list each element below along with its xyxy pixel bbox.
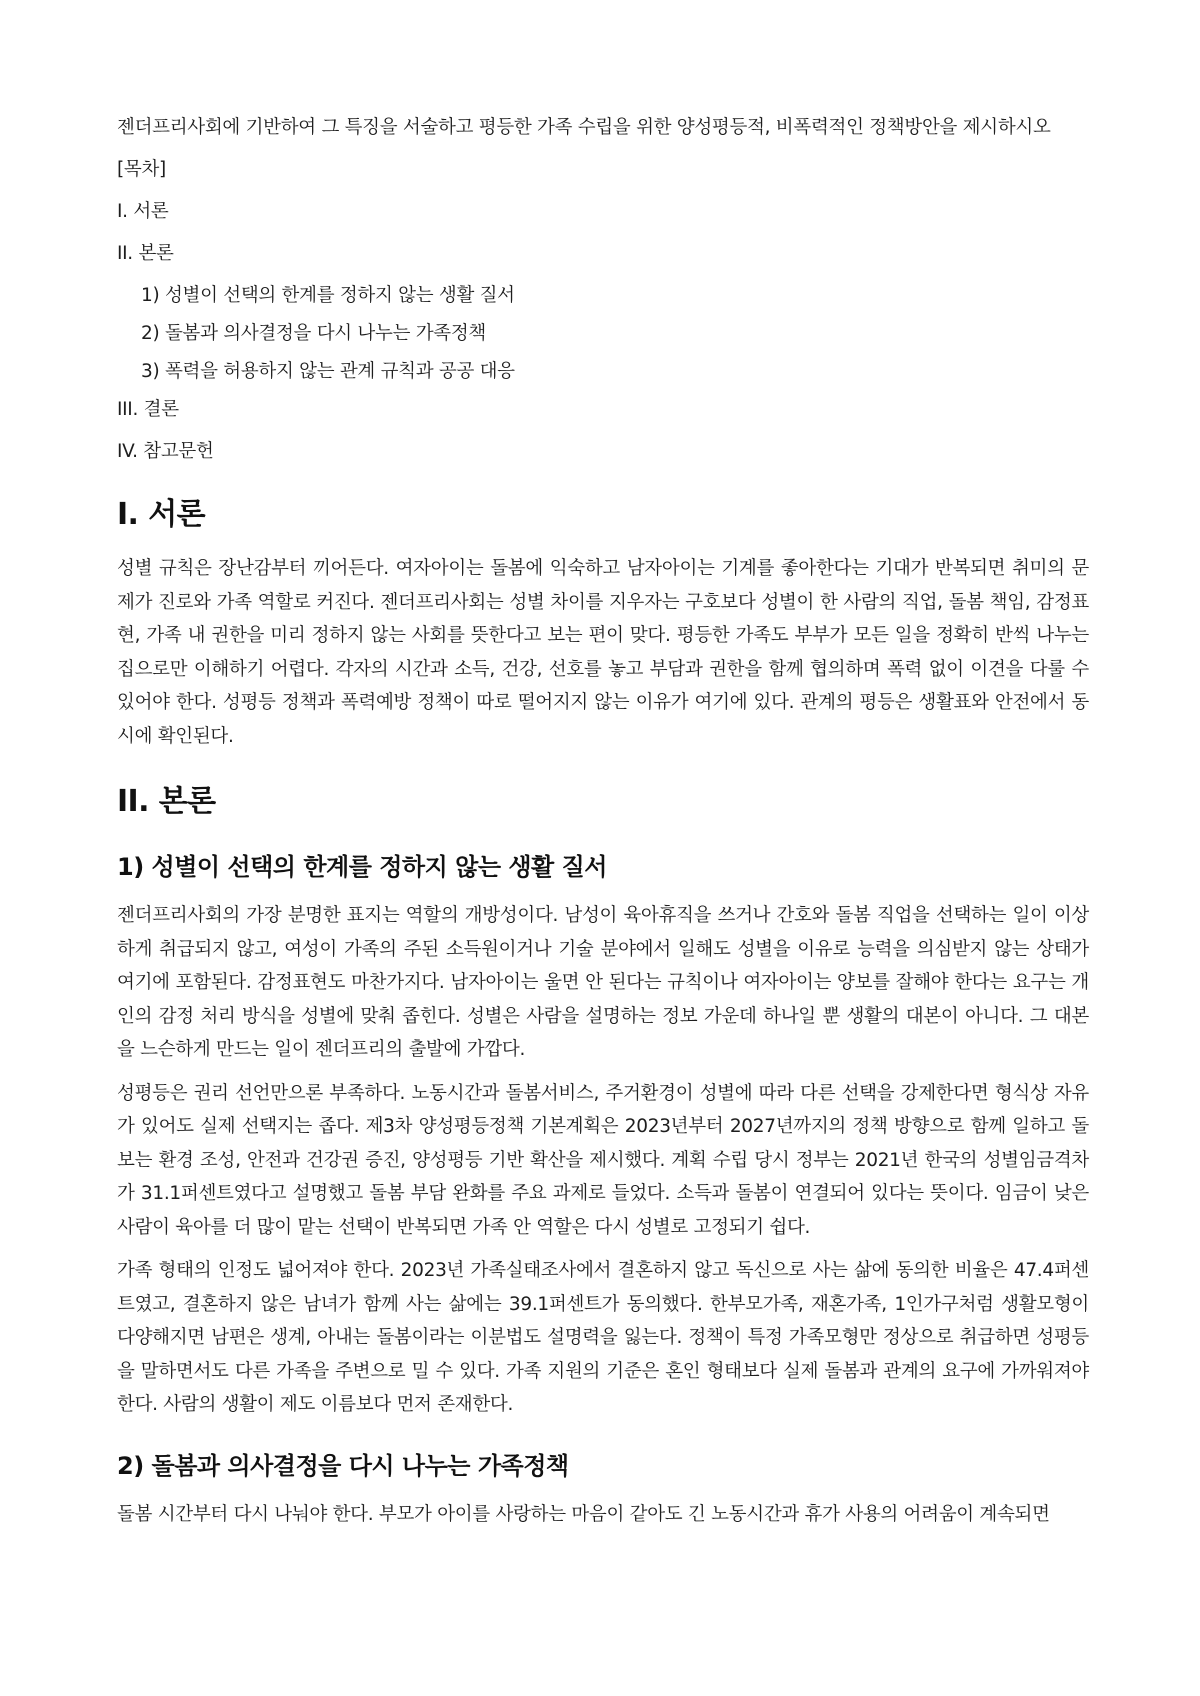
toc-item-conclusion: III. 결론 [117,399,179,420]
toc-item-body: II. 본론 [117,243,174,264]
subsection-title-2: 2) 돌봄과 의사결정을 다시 나누는 가족정책 [117,1451,569,1480]
toc-item-references: IV. 참고문헌 [117,441,214,462]
section-title-intro: I. 서론 [117,497,205,532]
body-paragraph: 돌봄 시간부터 다시 나눠야 한다. 부모가 아이를 사랑하는 마음이 같아도 긴 노동시간과 휴가 사용의 어려움이 계속되면 [117,1503,1050,1525]
assignment-prompt: 젠더프리사회에 기반하여 그 특징을 서술하고 평등한 가족 수립을 위한 양성평등적, 비폭력적인 정책방안을 제시하시오 [117,117,1051,138]
body-paragraph: 성평등은 권리 선언만으론 부족하다. 노동시간과 돌봄서비스, 주거환경이 성별에 따라 다른 선택을 강제한다면 형식상 자유가 있어도 실제 선택지는 좁다. 제3차 양성평등정책 기본계획은 2023년부터 2027년까지의 정책 방향으로 함께 일하고 돌보는 환경 조성, 안전과 건강권 증진, 양성평등 기반 확산을 제시했다. 계획 수립 당시 정부는 2021년 한국의 성별임금격차가 31.1퍼센트였다고 설명했고 돌봄 부담 완화를 주요 과제로 들었다. 소득과 돌봄이 연결되어 있다는 뜻이다. 임금이 낮은 사람이 육아를 더 많이 맡는 선택이 반복되면 가족 안 역할은 다시 성별로 고정되기 쉽다. [117,1082,1089,1238]
table-of-contents [117,198,1089,466]
document-page [117,114,1089,1541]
section-title-body: II. 본론 [117,784,216,819]
body-paragraph: 젠더프리사회의 가장 분명한 표지는 역할의 개방성이다. 남성이 육아휴직을 쓰거나 간호와 돌봄 직업을 선택하는 일이 이상하게 취급되지 않고, 여성이 가족의 주된 소득원이거나 기술 분야에서 일해도 성별을 이유로 능력을 의심받지 않는 상태가 여기에 포함된다. 감정표현도 마찬가지다. 남자아이는 울면 안 된다는 규칙이나 여자아이는 양보를 잘해야 한다는 요구는 개인의 감정 처리 방식을 성별에 맞춰 좁힌다. 성별은 사람을 설명하는 정보 가운데 하나일 뿐 생활의 대본이 아니다. 그 대본을 느슨하게 만드는 일이 젠더프리의 출발에 가깝다. [117,905,1089,1060]
body-paragraph: 가족 형태의 인정도 넓어져야 한다. 2023년 가족실태조사에서 결혼하지 않고 독신으로 사는 삶에 동의한 비율은 47.4퍼센트였고, 결혼하지 않은 남녀가 함께 사는 삶에는 39.1퍼센트가 동의했다. 한부모가족, 재혼가족, 1인가구처럼 생활모형이 다양해지면 남편은 생계, 아내는 돌봄이라는 이분법도 설명력을 잃는다. 정책이 특정 가족모형만 정상으로 취급하면 성평등을 말하면서도 다른 가족을 주변으로 밀 수 있다. 가족 지원의 기준은 혼인 형태보다 실제 돌봄과 관계의 요구에 가까워져야 한다. 사람의 생활이 제도 이름보다 먼저 존재한다. [117,1260,1089,1415]
subsection-title-1: 1) 성별이 선택의 한계를 정하지 않는 생활 질서 [117,853,607,881]
toc-item-body-3: 3) 폭력을 허용하지 않는 관계 규칙과 공공 대응 [141,361,515,382]
toc-item-body-2: 2) 돌봄과 의사결정을 다시 나누는 가족정책 [141,323,486,344]
intro-paragraph: 성별 규칙은 장난감부터 끼어든다. 여자아이는 돌봄에 익숙하고 남자아이는 기계를 좋아한다는 기대가 반복되면 취미의 문제가 진로와 가족 역할로 커진다. 젠더프리사회는 성별 차이를 지우자는 구호보다 성별이 한 사람의 직업, 돌봄 책임, 감정표현, 가족 내 권한을 미리 정하지 않는 사회를 뜻한다고 보는 편이 맞다. 평등한 가족도 부부가 모든 일을 정확히 반씩 나누는 집으로만 이해하기 어렵다. 각자의 시간과 소득, 건강, 선호를 놓고 부담과 권한을 함께 협의하며 폭력 없이 이견을 다룰 수 있어야 한다. 성평등 정책과 폭력예방 정책이 따로 떨어지지 않는 이유가 여기에 있다. 관계의 평등은 생활표와 안전에서 동시에 확인된다. [117,558,1089,747]
toc-item-body-1: 1) 성별이 선택의 한계를 정하지 않는 생활 질서 [141,285,515,306]
toc-heading: [목차] [117,159,166,180]
toc-item-intro: I. 서론 [117,201,169,222]
